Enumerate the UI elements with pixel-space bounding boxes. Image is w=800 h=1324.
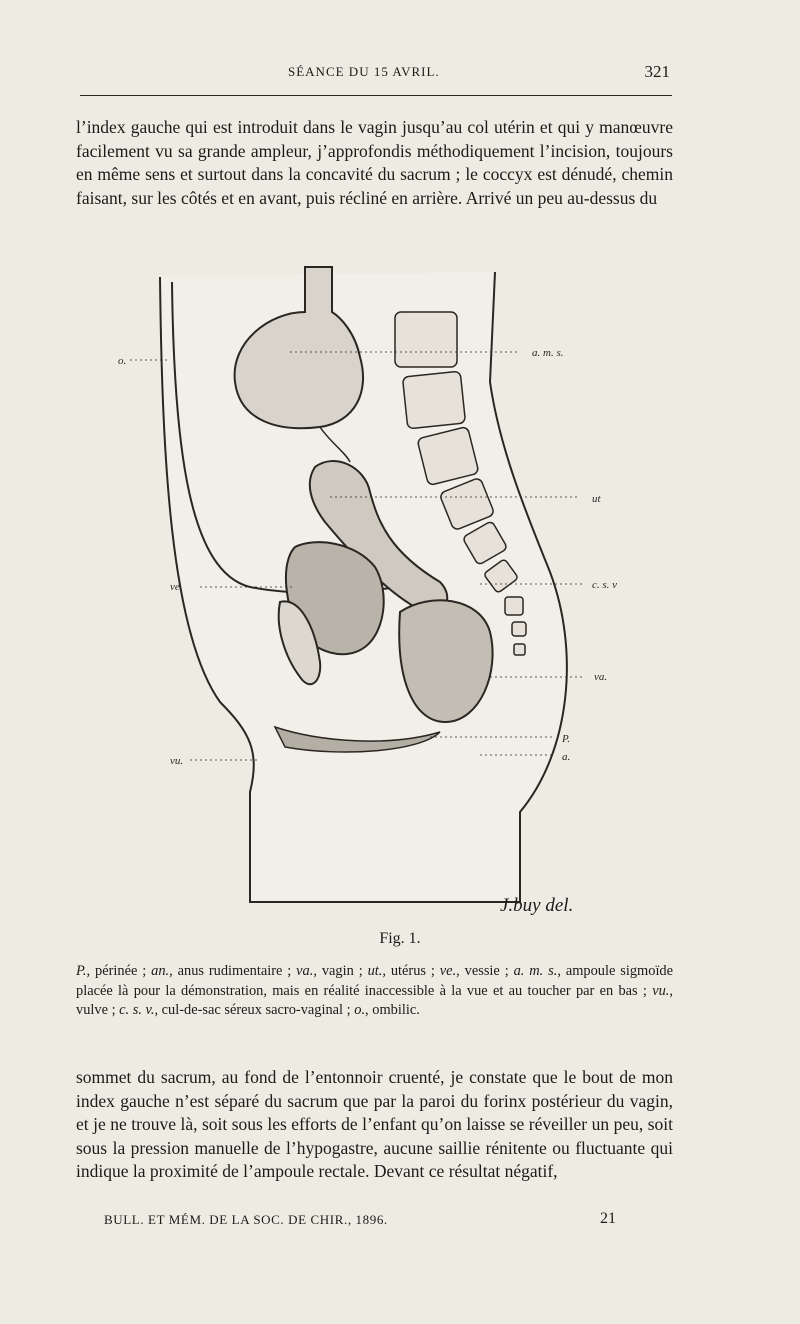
legend-text: , cul-de-sac séreux sacro-vaginal ;: [154, 1002, 355, 1019]
legend-abbr: c. s. v.: [119, 1002, 155, 1019]
label-a: a.: [562, 751, 571, 763]
page-footer: [104, 1210, 644, 1230]
sagittal-section-drawing: [100, 252, 640, 932]
figure-legend: [76, 962, 673, 1021]
legend-text: , vulve ;: [76, 982, 673, 1019]
paragraph-bottom: sommet du sacrum, au fond de l’entonnoir cruenté, je constate que le bout de mon index gauche n’est séparé du sacrum que par la paroi du forinx postérieur du vagin, et je ne trouve là, soit sous les efforts de l’enfant qu’on laisse se réveiller un peu, soit sous la pression manuelle de l’hypogastre, aucune saillie rénitente ou fluctuante qui indique la proximité de l’ampoule rectale. Devant ce résultat négatif,: [76, 1067, 673, 1182]
vertebra: [512, 622, 526, 636]
anatomical-figure: [100, 252, 640, 932]
legend-text: , utérus ;: [382, 963, 440, 979]
label-csv: c. s. v: [592, 579, 618, 591]
legend-abbr: an.: [151, 963, 170, 979]
signature-mark: 21: [600, 1210, 616, 1227]
paragraph-top: l’index gauche qui est introduit dans le vagin jusqu’au col utérin et qui y manœuvre facilement vu sa grande ampleur, j’approfondis méthodiquement l’incision, toujours en même sens et surtout dans la concavité du sacrum ; le coccyx est dénudé, chemin faisant, sur les côtés et en avant, puis récliné en arrière. Arrivé un peu au-dessus du: [76, 117, 673, 208]
legend-text: , anus rudimentaire ;: [169, 963, 297, 979]
legend-text: , ombilic.: [365, 1002, 420, 1019]
legend-abbr: vu.: [652, 982, 670, 999]
legend-text: , ampoule sigmoïde placée là pour la démonstration, mais en réalité inaccessible à la vue et au toucher par en bas ;: [76, 963, 674, 999]
figure-caption-title: Fig. 1.: [379, 930, 421, 947]
label-ut: ut: [592, 493, 601, 505]
legend-abbr: o.: [354, 1002, 366, 1019]
illustrator-signature: J.buy del.: [500, 895, 574, 916]
legend-abbr: a. m. s.: [513, 963, 558, 979]
running-head: SÉANCE DU 15 AVRIL.: [288, 64, 440, 79]
label-o: o.: [118, 355, 127, 367]
vertebra: [505, 597, 523, 615]
label-ve: ve.: [170, 581, 183, 593]
vertebra: [514, 644, 525, 655]
legend-abbr: P.: [76, 963, 87, 979]
legend-abbr: ve.: [439, 963, 457, 979]
label-vu: vu.: [170, 755, 184, 767]
page-number: 321: [644, 62, 670, 81]
label-p: P.: [562, 733, 571, 745]
legend-abbr: va.: [296, 963, 314, 979]
legend-text: , vagin ;: [313, 963, 368, 979]
label-va: va.: [594, 671, 608, 683]
label-ams: a. m. s.: [532, 347, 564, 359]
legend-text: , vessie ;: [456, 963, 514, 979]
legend-text: , périnée ;: [86, 963, 152, 979]
vertebra: [402, 371, 465, 429]
header-rule: [80, 95, 672, 96]
legend-abbr: ut.: [367, 963, 383, 979]
page-header: [80, 62, 672, 86]
journal-footer: BULL. ET MÉM. DE LA SOC. DE CHIR., 1896.: [104, 1212, 388, 1227]
vertebra: [395, 312, 457, 367]
